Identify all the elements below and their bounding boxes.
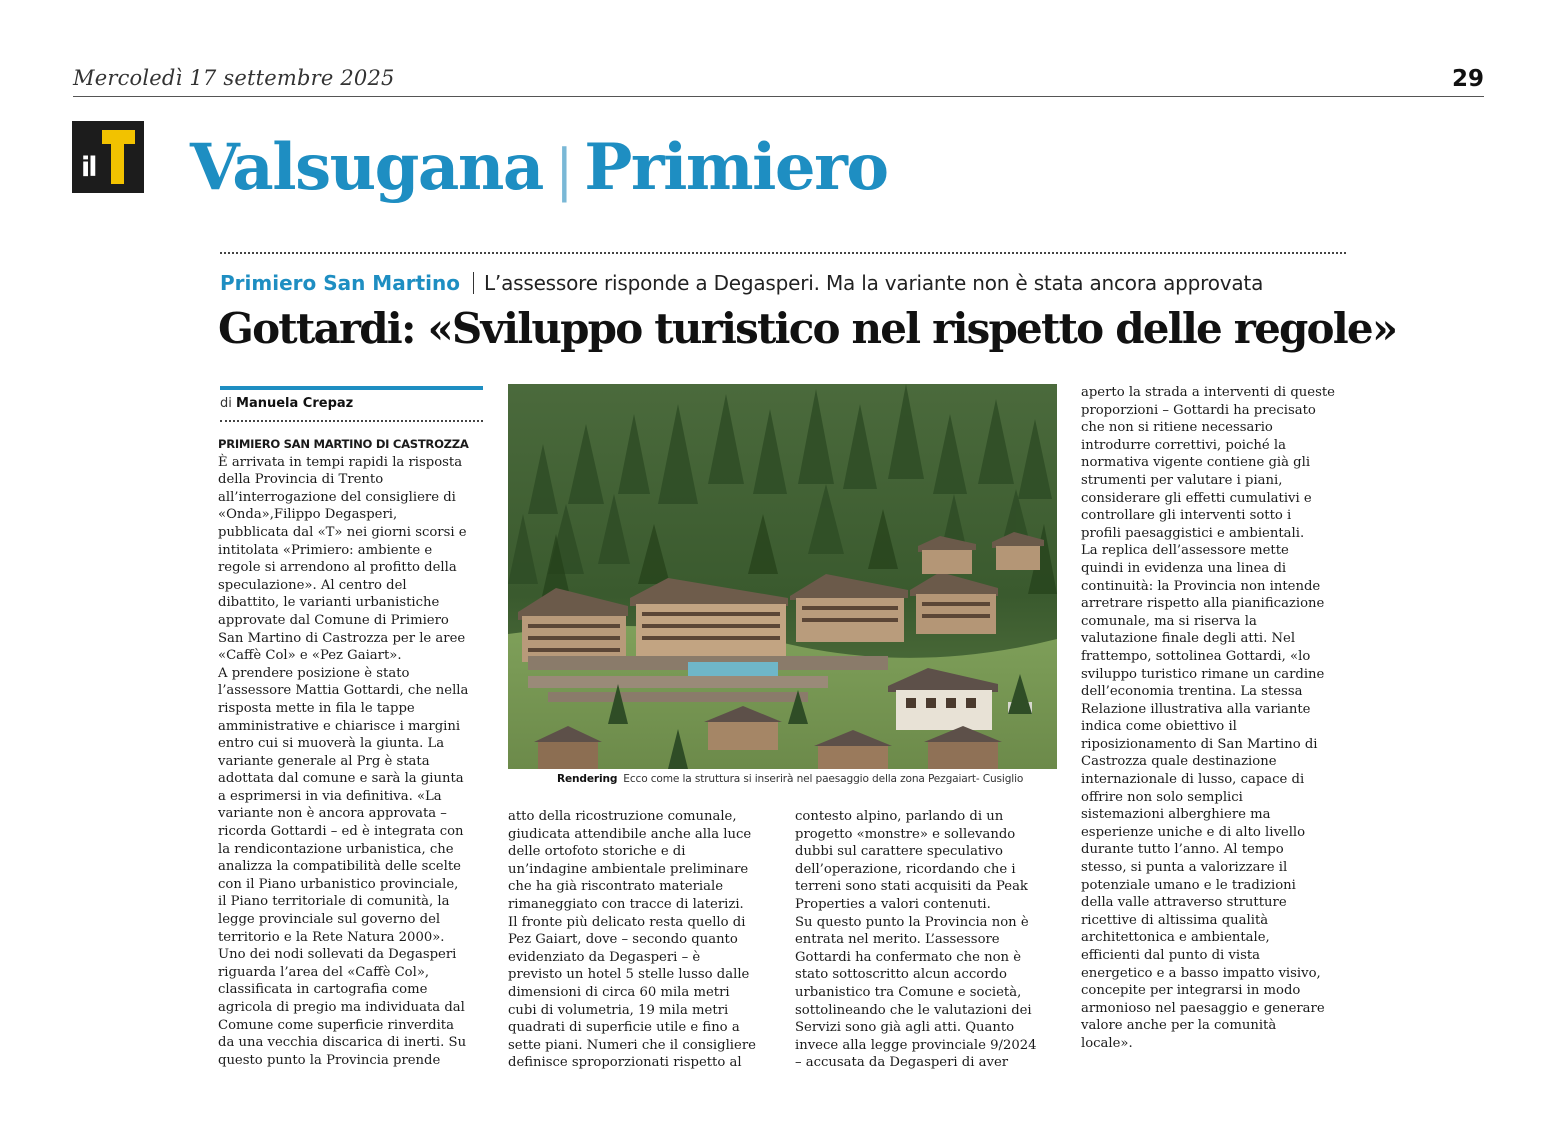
column-1-text (218, 454, 484, 1070)
article-line: contesto alpino, parlando di un (795, 809, 1004, 824)
article-line: ricettive di altissima qualità (1081, 912, 1269, 928)
article-line: quadrati di superficie utile e fino a (508, 1020, 740, 1036)
article-line: delle ortofoto storiche e di (508, 844, 686, 860)
article-line: urbanistico tra Comune e società, (795, 984, 1022, 1000)
caption-label: Rendering (557, 773, 618, 785)
article-column-1 (218, 436, 484, 1069)
article-line: internazionale di lusso, capace di (1081, 772, 1305, 788)
kicker-divider (473, 272, 474, 294)
article-line: energetico e a basso impatto visivo, (1081, 965, 1321, 981)
article-line: amministrative e chiarisce i margini (218, 718, 461, 734)
article-line: dell’operazione, ricordando che i (795, 861, 1016, 877)
article-line: variante generale al Prg è stata (218, 753, 430, 769)
article-line: entro cui si muoverà la giunta. La (218, 736, 445, 752)
article-line: dell’economia trentina. La stessa (1081, 684, 1303, 700)
article-line: locale». (1081, 1035, 1133, 1051)
article-line: normativa vigente contiene già gli (1081, 455, 1311, 471)
section-title-left: Valsugana (190, 130, 543, 205)
logo-t-bar (102, 130, 135, 144)
article-line: efficienti dal punto di vista (1081, 948, 1261, 963)
article-line: profili paesaggistici e ambientali. (1081, 525, 1305, 541)
logo-lettering: il (81, 152, 96, 183)
article-line: analizza la compatibilità delle scelte (218, 859, 461, 875)
article-line: previsto un hotel 5 stelle lusso dalle (508, 967, 750, 983)
article-line: giudicata attendibile anche alla luce (508, 826, 752, 842)
issue-date: Mercoledì 17 settembre 2025 (73, 66, 395, 90)
section-title-separator: | (554, 138, 573, 203)
article-line: valutazione finale degli atti. Nel (1081, 631, 1296, 647)
article-line: un’indagine ambientale preliminare (508, 861, 749, 877)
article-line: concepite per integrarsi in modo (1081, 983, 1301, 999)
article-line: cubi di volumetria, 19 mila metri (508, 1002, 729, 1018)
article-line: regole si arrendono al profitto della (218, 560, 457, 576)
article-line: controllare gli interventi sotto i (1081, 508, 1292, 524)
article-line: quindi in evidenza una linea di (1081, 560, 1287, 576)
article-line: Comune come superficie rinverdita (218, 1017, 454, 1033)
article-line: offrire non solo semplici (1081, 789, 1243, 805)
article-line: Properties a valori contenuti. (795, 896, 991, 912)
caption-text: Ecco come la struttura si inserirà nel paesaggio della zona Pezgaiart- Cusiglio (623, 773, 1024, 785)
article-line: progetto «monstre» e sollevando (795, 826, 1016, 842)
article-line: la rendicontazione urbanistica, che (218, 841, 454, 857)
article-line: Relazione illustrativa alla variante (1081, 701, 1311, 717)
article-line: all’interrogazione del consigliere di (218, 489, 456, 505)
kicker (220, 269, 1263, 297)
article-line: La replica dell’assessore mette (1081, 543, 1289, 559)
article-line: San Martino di Castrozza per le aree (218, 630, 466, 646)
article-line: arretrare rispetto alla pianificazione (1081, 596, 1325, 612)
column-2-text (508, 808, 770, 1072)
article-line: terreni sono stati acquisiti da Peak (795, 879, 1028, 895)
article-line: che ha già riscontrato materiale (508, 879, 724, 895)
article-column-3 (795, 808, 1057, 1072)
article-dateline: PRIMIERO SAN MARTINO DI CASTROZZA (218, 437, 469, 451)
kicker-place: Primiero San Martino (220, 271, 460, 295)
byline-divider (220, 420, 483, 422)
article-line: intitolata «Primiero: ambiente e (218, 542, 433, 558)
masthead-divider (73, 96, 1484, 97)
article-line: della valle attraverso strutture (1081, 895, 1287, 911)
article-line: da una vecchia discarica di inerti. Su (218, 1035, 467, 1051)
article-line: riposizionamento di San Martino di (1081, 736, 1318, 752)
article-line: classificata in cartografia come (218, 982, 428, 998)
article-column-4 (1081, 384, 1353, 1053)
article-line: architettonica e ambientale, (1081, 930, 1270, 946)
article-line: dibattito, le varianti urbanistiche (218, 595, 440, 611)
article-line: Servizi sono già agli atti. Quanto (795, 1020, 1015, 1036)
article-line: questo punto la Provincia prende (218, 1052, 441, 1068)
column-4-text (1081, 384, 1353, 1053)
article-line: esperienze uniche e di alto livello (1081, 824, 1306, 840)
article-line: evidenziato da Degasperi – è (508, 949, 701, 965)
article-line: Il fronte più delicato resta quello di (508, 914, 746, 930)
page-number: 29 (1451, 66, 1484, 92)
article-line: riguarda l’area del «Caffè Col», (218, 964, 430, 980)
article-line: armonioso nel paesaggio e generare (1081, 1000, 1325, 1016)
article-line: stato sottoscritto alcun accordo (795, 967, 1007, 983)
article-line: durante tutto l’anno. Al tempo (1081, 842, 1284, 858)
article-line: Uno dei nodi sollevati da Degasperi (218, 947, 457, 963)
article-line: È arrivata in tempi rapidi la risposta (218, 454, 463, 470)
headline: Gottardi: «Sviluppo turistico nel rispetto delle regole» (218, 304, 1397, 353)
article-line: introdurre correttivi, poiché la (1081, 437, 1286, 453)
article-line: adottata dal comune e sarà la giunta (218, 771, 464, 787)
rendering-photo (508, 384, 1057, 769)
article-line: proporzioni – Gottardi ha precisato (1081, 402, 1316, 418)
article-column-2 (508, 808, 770, 1072)
hotel-rendering-image (508, 384, 1057, 769)
article-line: invece alla legge provinciale 9/2024 (795, 1037, 1037, 1053)
article-line: frattempo, sottolinea Gottardi, «lo (1081, 648, 1311, 664)
section-title-right: Primiero (584, 130, 888, 205)
article-line: a esprimersi in via definitiva. «La (218, 788, 442, 804)
article-line: sistemazioni alberghiere ma (1081, 807, 1271, 823)
article-line: rimaneggiato con tracce di laterizi. (508, 896, 744, 912)
article-line: dubbi sul carattere speculativo (795, 844, 1003, 860)
article-line: strumenti per valutare i piani, (1081, 472, 1283, 488)
article-line: Castrozza quale destinazione (1081, 754, 1277, 770)
kicker-text: L’assessore risponde a Degasperi. Ma la variante non è stata ancora approvata (483, 271, 1264, 295)
article-line: Pez Gaiart, dove – secondo quanto (508, 932, 738, 948)
newspaper-logo (72, 121, 144, 193)
article-line: risposta mette in fila le tappe (218, 700, 415, 716)
article-line: comunale, ma si riserva la (1081, 613, 1257, 629)
article-line: «Onda»,Filippo Degasperi, (218, 507, 398, 523)
byline-prefix: di (220, 396, 232, 411)
logo-t-stem (111, 144, 124, 184)
article-line: aperto la strada a interventi di queste (1081, 385, 1335, 400)
article-line: stesso, si punta a valorizzare il (1081, 860, 1288, 876)
article-line: approvate dal Comune di Primiero (218, 612, 449, 628)
article-line: A prendere posizione è stato (218, 665, 410, 681)
article-line: sottolineando che le valutazioni dei (795, 1002, 1032, 1018)
article-line: speculazione». Al centro del (218, 577, 407, 593)
article-line: entrata nel merito. L’assessore (795, 932, 1000, 948)
photo-caption (557, 773, 1023, 785)
article-line: che non si ritiene necessario (1081, 420, 1273, 436)
article-line: continuità: la Provincia non intende (1081, 578, 1321, 594)
article-line: atto della ricostruzione comunale, (508, 809, 737, 824)
article-line: variante non è ancora approvata – (218, 806, 447, 822)
article-line: agricola di pregio ma individuata dal (218, 1000, 465, 1015)
article-line: con il Piano urbanistico provinciale, (218, 876, 459, 892)
article-line: potenziale umano e le tradizioni (1081, 877, 1296, 893)
article-line: Gottardi ha confermato che non è (795, 949, 1022, 965)
column-3-text (795, 808, 1057, 1072)
article-line: territorio e la Rete Natura 2000». (218, 929, 445, 945)
article-line: dimensioni di circa 60 mila metri (508, 984, 730, 1000)
article-line: della Provincia di Trento (218, 472, 384, 488)
headline-top-divider (220, 252, 1346, 254)
byline-author: Manuela Crepaz (236, 396, 354, 411)
article-line: definisce sproporzionati rispetto al (508, 1055, 742, 1071)
article-line: l’assessore Mattia Gottardi, che nella (218, 683, 469, 699)
article-line: valore anche per la comunità (1081, 1018, 1277, 1034)
article-line: sviluppo turistico rimane un cardine (1081, 666, 1325, 682)
article-line: il Piano territoriale di comunità, la (218, 894, 450, 910)
byline-accent-rule (220, 386, 483, 390)
article-line: – accusata da Degasperi di aver (795, 1055, 1009, 1071)
article-line: considerare gli effetti cumulativi e (1081, 490, 1312, 506)
section-title (190, 128, 888, 211)
byline (220, 396, 353, 411)
article-line: ricorda Gottardi – ed è integrata con (218, 824, 464, 840)
article-line: pubblicata dal «T» nei giorni scorsi e (218, 524, 467, 540)
article-line: indica come obiettivo il (1081, 719, 1237, 735)
article-line: legge provinciale sul governo del (218, 912, 441, 928)
article-line: «Caffè Col» e «Pez Gaiart». (218, 648, 402, 664)
article-line: Su questo punto la Provincia non è (795, 914, 1029, 930)
article-line: sette piani. Numeri che il consigliere (508, 1037, 756, 1053)
